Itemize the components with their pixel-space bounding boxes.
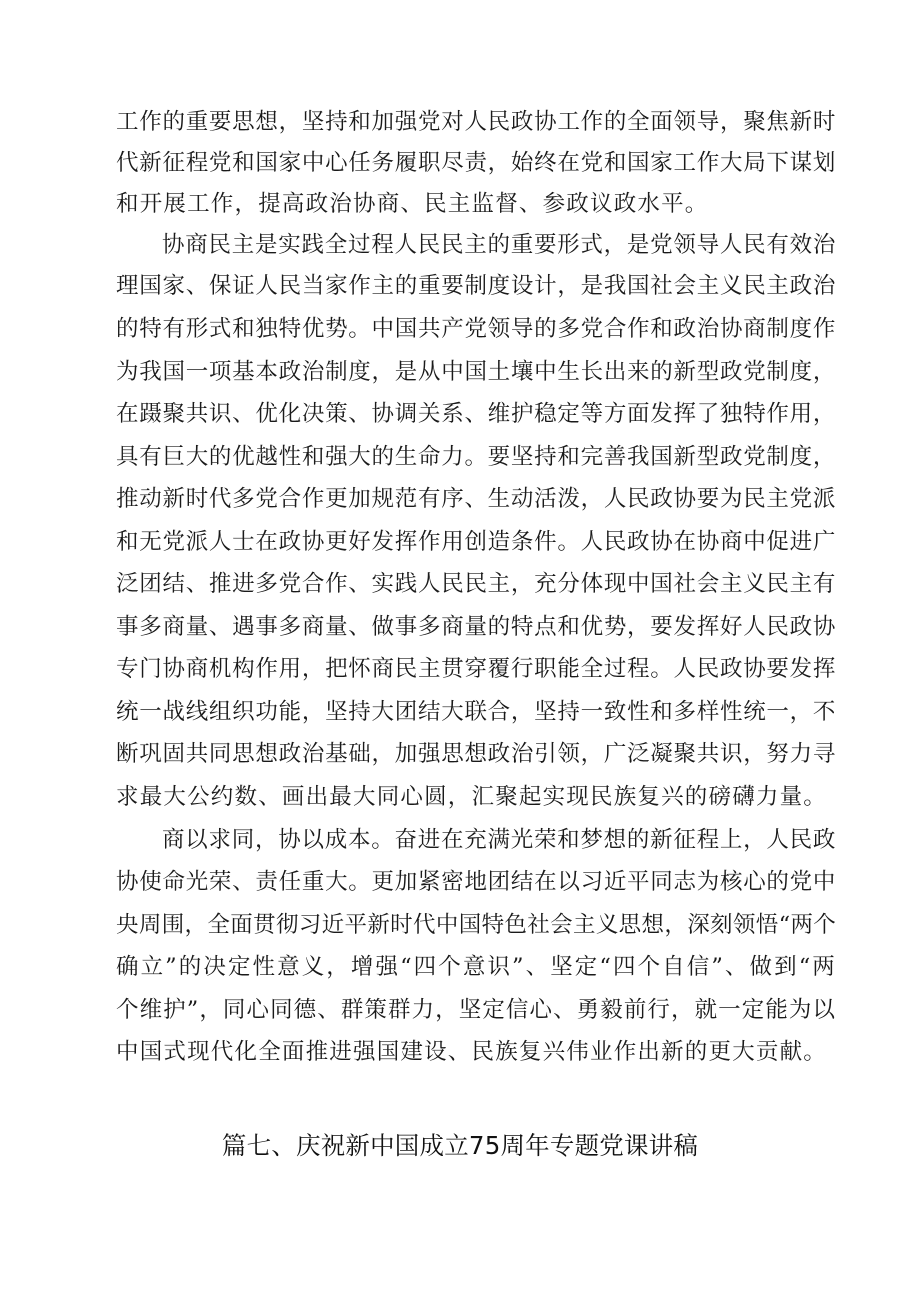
- paragraph-2-line-12: 统一战线组织功能，坚持大团结大联合，坚持一致性和多样性统一，不: [116, 699, 836, 725]
- section-heading: 篇七、庆祝新中国成立75周年专题党课讲稿: [221, 1131, 699, 1160]
- paragraph-3-line-2: 协使命光荣、责任重大。更加紧密地团结在以习近平同志为核心的党中: [116, 869, 836, 895]
- paragraph-2-line-3: 的特有形式和独特优势。中国共产党领导的多党合作和政治协商制度作: [116, 316, 836, 342]
- paragraph-2-line-8: 和无党派人士在政协更好发挥作用创造条件。人民政协在协商中促进广: [116, 529, 836, 555]
- paragraph-2-line-4: 为我国一项基本政治制度，是从中国土壤中生长出来的新型政党制度，: [116, 359, 836, 385]
- paragraph-2-line-9: 泛团结、推进多党合作、实践人民民主，充分体现中国社会主义民主有: [116, 571, 836, 597]
- paragraph-2-line-1: 协商民主是实践全过程人民民主的重要形式，是党领导人民有效治: [162, 232, 836, 258]
- paragraph-2-line-2: 理国家、保证人民当家作主的重要制度设计，是我国社会主义民主政治: [116, 273, 836, 299]
- paragraph-2-line-11: 专门协商机构作用，把怀商民主贯穿覆行职能全过程。人民政协要发挥: [116, 656, 836, 682]
- paragraph-3-line-4: 确立”的决定性意义，增强“四个意识”、坚定“四个自信”、做到“两: [116, 954, 836, 980]
- paragraph-2-line-6: 具有巨大的优越性和强大的生命力。要坚持和完善我国新型政党制度，: [116, 444, 836, 470]
- paragraph-3-line-6: 中国式现代化全面推进强国建设、民族复兴伟业作出新的更大贡献。: [116, 1039, 828, 1065]
- paragraph-2-line-10: 事多商量、遇事多商量、做事多商量的特点和优势，要发挥好人民政协: [116, 614, 836, 640]
- paragraph-1-line-2: 代新征程党和国家中心任务履职尽责，始终在党和国家工作大局下谋划: [116, 150, 836, 176]
- paragraph-1-line-1: 工作的重要思想，坚持和加强党对人民政协工作的全面领导，聚焦新时: [116, 109, 836, 135]
- paragraph-2-line-14: 求最大公约数、画出最大同心圆，汇聚起实现民族复兴的磅礴力量。: [116, 784, 828, 810]
- paragraph-3-line-5: 个维护”，同心同德、群策群力，坚定信心、勇毅前行，就一定能为以: [116, 997, 836, 1023]
- paragraph-2-line-13: 断巩固共同思想政治基础，加强思想政治引领，广泛凝聚共识，努力寻: [116, 741, 836, 767]
- paragraph-2-line-5: 在蹑聚共识、优化决策、协调关系、维护稳定等方面发挥了独特作用，: [116, 401, 836, 427]
- paragraph-2-line-7: 推动新时代多党合作更加规范有序、生动活泼，人民政协要为民主党派: [116, 486, 836, 512]
- paragraph-1-line-3: 和开展工作，提高政治协商、民主监督、参政议政水平。: [116, 191, 709, 217]
- paragraph-3-line-1: 商以求同，协以成本。奋进在充满光荣和梦想的新征程上，人民政: [162, 827, 836, 853]
- paragraph-3-line-3: 央周围，全面贯彻习近平新时代中国特色社会主义思想，深刻领悟“两个: [116, 912, 836, 938]
